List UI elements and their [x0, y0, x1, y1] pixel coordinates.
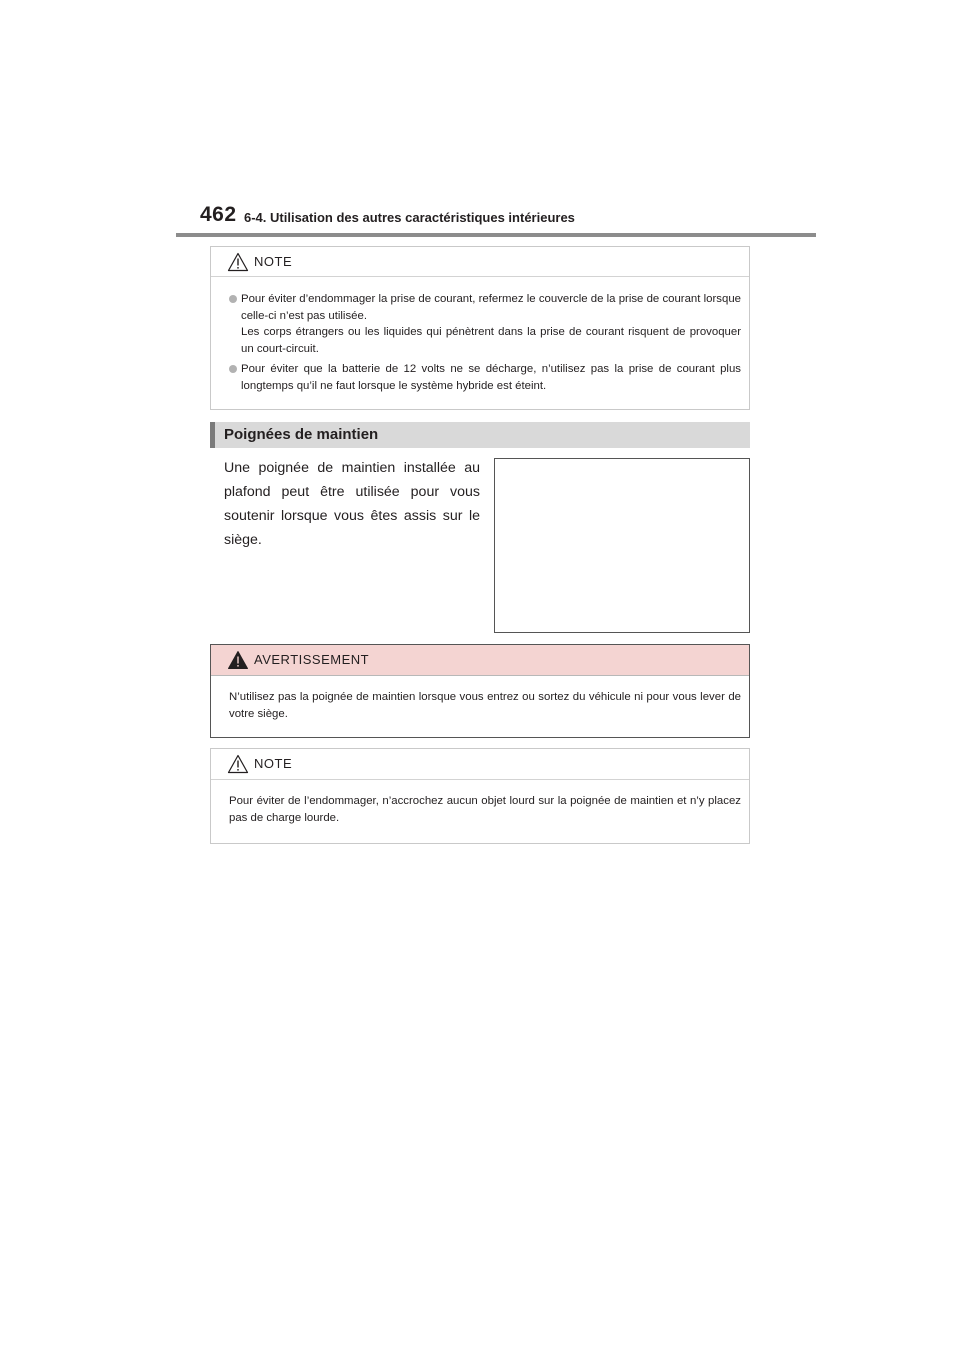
warning-title: AVERTISSEMENT	[254, 652, 370, 667]
warning-triangle-outline-icon	[227, 252, 249, 272]
header-rule	[176, 233, 816, 237]
note-box-header	[211, 247, 749, 277]
section-heading	[210, 422, 750, 448]
warning-text-line: N’utilisez pas la poignée de maintien lorsque vous entrez ou sortez du véhicule ni pour vous lever de votre siège.	[229, 691, 741, 720]
note-bullet-text: Pour éviter d’endommager la prise de courant, refermez le couvercle de la prise de courant lorsque celle-ci n’est pas utilisée.	[241, 293, 741, 322]
bullet-dot-icon	[229, 295, 237, 303]
note-bullet-text: Les corps étrangers ou les liquides qui pénètrent dans la prise de courant risquent de provoquer un court-circuit.	[241, 326, 741, 355]
illustration-frame	[494, 458, 750, 633]
note-box-socket	[210, 246, 750, 410]
bullet-dot-icon	[229, 365, 237, 373]
note-box-handle	[210, 748, 750, 844]
warning-triangle-filled-icon	[227, 650, 249, 670]
note-bullet	[229, 361, 741, 394]
warning-box-header	[211, 645, 749, 676]
note-box-header	[211, 749, 749, 780]
chapter-title: 6-4. Utilisation des autres caractéristiques intérieures	[244, 210, 575, 225]
warning-triangle-outline-icon	[227, 754, 249, 774]
note-bullet-text: Pour éviter que la batterie de 12 volts ne se décharge, n’utilisez pas la prise de courant plus longtemps qu’il ne faut lorsque le système hybride est éteint.	[241, 363, 741, 392]
section-body-text: Une poignée de maintien installée au plafond peut être utilisée pour vous soutenir lorsque vous êtes assis sur le siège.	[224, 460, 480, 548]
section-heading-bar	[210, 422, 215, 448]
note-title: NOTE	[254, 254, 293, 269]
note-text-line: Pour éviter de l’endommager, n’accrochez aucun objet lourd sur la poignée de maintien et n’y placez pas de charge lourde.	[229, 795, 741, 824]
note-bullet	[229, 291, 741, 357]
page-number: 462	[200, 203, 237, 226]
section-heading-label: Poignées de maintien	[224, 426, 379, 443]
warning-text	[229, 689, 741, 722]
warning-box	[210, 644, 750, 738]
note-text	[229, 793, 741, 826]
note-title: NOTE	[254, 756, 293, 771]
